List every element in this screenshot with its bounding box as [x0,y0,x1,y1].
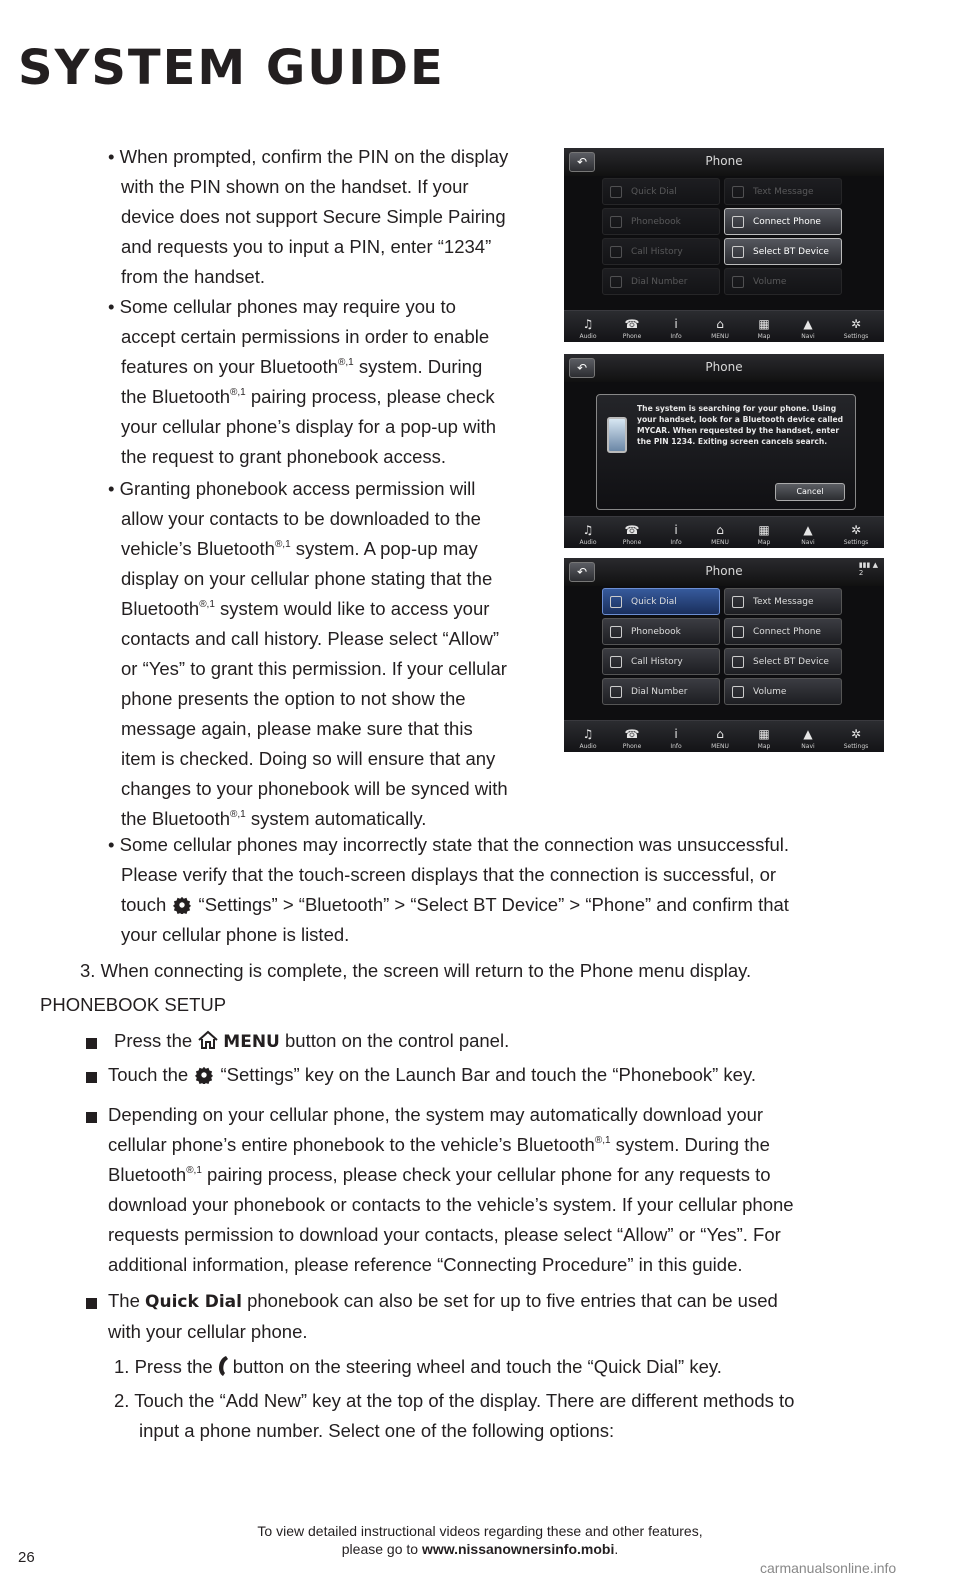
launch-bar [564,720,884,752]
phone-tab[interactable]: ☎ Phone [612,315,652,340]
section-heading: PHONEBOOK SETUP [40,994,227,1015]
text-line: message again, please make sure that this [121,718,473,739]
dial-number-button[interactable]: Dial Number [602,268,720,295]
phone-menu-screen-dimmed [564,148,884,342]
launch-bar [564,516,884,548]
text-line: download your phonebook or contacts to the vehicle’s system. If your cellular phone [108,1194,794,1215]
text-line: allow your contacts to be downloaded to the [121,508,481,529]
signal-status-icon: ▮▮▮ ▲ 2 [858,561,878,577]
music-icon: ♫ [582,523,594,537]
quick-dial-button[interactable]: Quick Dial [602,178,720,205]
audio-tab[interactable]: ♫ Audio [568,315,608,340]
info-tab[interactable]: i Info [656,521,696,546]
music-icon: ♫ [582,317,594,331]
map-icon: ▦ [758,727,770,741]
text-line: • Granting phonebook access permission will [108,478,476,499]
text-line: with your cellular phone. [108,1321,308,1342]
back-button[interactable]: ↶ [569,562,595,582]
map-tab[interactable]: ▦ Map [744,725,784,750]
square-bullet [86,1072,97,1083]
text-line: the request to grant phonebook access. [121,446,446,467]
footer-link[interactable]: www.nissanownersinfo.mobi [421,1541,615,1557]
select-bt-device-button[interactable]: Select BT Device [724,648,842,675]
text-line: input a phone number. Select one of the following options: [139,1420,615,1441]
text-line: features on your Bluetooth$^{®,1}$ system. During [121,356,483,377]
page-number: 26 [18,1549,35,1566]
search-popup [596,394,856,510]
info-tab[interactable]: i Info [656,725,696,750]
map-tab[interactable]: ▦ Map [744,315,784,340]
call-history-button[interactable]: Call History [602,648,720,675]
menu-tab[interactable]: ⌂ MENU [700,725,740,750]
phone-searching-screen [564,354,884,548]
bullet-pin-confirm [108,142,558,292]
text-line: item is checked. Doing so will ensure that any [121,748,496,769]
square-bullet [86,1112,97,1123]
navi-tab[interactable]: ▲ Navi [788,315,828,340]
gear-icon: ✲ [850,727,862,741]
volume-button[interactable]: Volume [724,678,842,705]
phone-tab[interactable]: ☎ Phone [612,521,652,546]
text-line: device does not support Secure Simple Pairing [121,206,506,227]
text-line: • Some cellular phones may require you to [108,296,456,317]
phone-icon: ☎ [624,727,640,741]
settings-tab[interactable]: ✲ Settings [836,521,876,546]
map-icon: ▦ [758,523,770,537]
text-line: your cellular phone is listed. [121,924,350,945]
volume-button[interactable]: Volume [724,268,842,295]
step-1-press-phone: 1. Press the button on the steering wheel and touch the “Quick Dial” key. [114,1356,722,1377]
text-line: accept certain permissions in order to enable [121,326,490,347]
home-icon [197,1030,219,1050]
text-line: Bluetooth$^{®,1}$ pairing process, please check your cellular phone for any requests to [108,1164,771,1185]
text-line: phone presents the option to not show the [121,688,466,709]
text-line: • Some cellular phones may incorrectly state that the connection was unsuccessful. [108,834,790,855]
square-bullet [86,1038,97,1049]
home-icon: ⌂ [716,727,724,741]
text-line: the Bluetooth$^{®,1}$ system automatically. [121,808,427,829]
text-message-button[interactable]: Text Message [724,588,842,615]
navi-tab[interactable]: ▲ Navi [788,725,828,750]
square-bullet [86,1298,97,1309]
map-icon: ▦ [758,317,770,331]
connect-phone-button[interactable]: Connect Phone [724,208,842,235]
text-line: additional information, please reference “Connecting Procedure” in this guide. [108,1254,743,1275]
audio-tab[interactable]: ♫ Audio [568,521,608,546]
text-line: Depending on your cellular phone, the system may automatically download your [108,1104,764,1125]
phone-icon: ☎ [624,523,640,537]
step-quick-dial [108,1286,898,1347]
gear-icon: ✲ [850,317,862,331]
footer-line-1: To view detailed instructional videos regarding these and other features, [257,1523,703,1539]
footer-line-2: please go to www.nissanownersinfo.mobi. [341,1541,619,1557]
screen-title: Phone [705,360,743,374]
menu-tab[interactable]: ⌂ MENU [700,315,740,340]
settings-tab[interactable]: ✲ Settings [836,315,876,340]
bullet-connection-unsuccessful [108,830,908,950]
text-line: and requests you to input a PIN, enter “1234” [121,236,492,257]
home-icon: ⌂ [716,523,724,537]
phone-icon: ☎ [624,317,640,331]
connect-phone-button[interactable]: Connect Phone [724,618,842,645]
screen-title: Phone [705,154,743,168]
text-line: 2. Touch the “Add New” key at the top of the display. There are different methods to [114,1390,795,1411]
text-line: The Quick Dial phonebook can also be set for up to five entries that can be used [108,1290,778,1312]
text-line: changes to your phonebook will be synced with [121,778,508,799]
step-press-menu: Press the MENU button on the control panel. [114,1030,510,1052]
text-line: Bluetooth$^{®,1}$ system would like to access your [121,598,490,619]
info-icon: i [674,523,678,537]
text-line: cellular phone’s entire phonebook to the vehicle’s Bluetooth$^{®,1}$ system. During the [108,1134,770,1155]
cancel-button[interactable]: Cancel [775,483,845,501]
step-auto-download [108,1100,898,1280]
bullet-granting-access [108,474,558,834]
watermark: carmanualsonline.info [760,1560,897,1576]
text-line: with the PIN shown on the handset. If your [121,176,469,197]
text-message-button[interactable]: Text Message [724,178,842,205]
select-bt-device-button[interactable]: Select BT Device [724,238,842,265]
text-line: requests permission to download your contacts, please select “Allow” or “Yes”. For [108,1224,781,1245]
call-history-button[interactable]: Call History [602,238,720,265]
step-3: 3. When connecting is complete, the screen will return to the Phone menu display. [80,960,752,981]
phone-menu-screen-active [564,558,884,752]
map-tab[interactable]: ▦ Map [744,521,784,546]
phone-tab[interactable]: ☎ Phone [612,725,652,750]
step-touch-settings: Touch the “Settings” key on the Launch Bar and touch the “Phonebook” key. [108,1064,756,1085]
text-line: • When prompted, confirm the PIN on the display [108,146,509,167]
navi-icon: ▲ [803,727,813,741]
gear-icon: ✲ [850,523,862,537]
navi-tab[interactable]: ▲ Navi [788,521,828,546]
phonebook-button[interactable]: Phonebook [602,618,720,645]
info-tab[interactable]: i Info [656,315,696,340]
back-button[interactable]: ↶ [569,358,595,378]
smartphone-icon [607,417,627,453]
music-icon: ♫ [582,727,594,741]
text-line: or “Yes” to grant this permission. If your cellular [121,658,507,679]
info-icon: i [674,727,678,741]
gear-icon [173,896,191,914]
text-line: vehicle’s Bluetooth$^{®,1}$ system. A pop-up may [121,538,478,559]
popup-message: The system is searching for your phone. Using your handset, look for a Bluetooth device called MYCAR. When requested by the handset, enter the PIN 1234. Exiting screen cancels search. [637,404,844,446]
gear-icon [195,1066,213,1084]
screen-title: Phone [705,564,743,578]
home-icon: ⌂ [716,317,724,331]
back-button[interactable]: ↶ [569,152,595,172]
text-line: the Bluetooth$^{®,1}$ pairing process, please check [121,386,495,407]
audio-tab[interactable]: ♫ Audio [568,725,608,750]
text-line: contacts and call history. Please select “Allow” [121,628,500,649]
text-line: from the handset. [121,266,265,287]
launch-bar [564,310,884,342]
text-line: touch “Settings” > “Bluetooth” > “Select BT Device” > “Phone” and confirm that [121,894,789,915]
bullet-permissions [108,292,558,472]
navi-icon: ▲ [803,317,813,331]
info-icon: i [674,317,678,331]
settings-tab[interactable]: ✲ Settings [836,725,876,750]
step-2-add-new [114,1386,904,1446]
text-line: Please verify that the touch-screen displays that the connection is successful, or [121,864,777,885]
phone-icon [217,1355,229,1377]
phonebook-button[interactable]: Phonebook [602,208,720,235]
dial-number-button[interactable]: Dial Number [602,678,720,705]
menu-tab[interactable]: ⌂ MENU [700,521,740,546]
quick-dial-button[interactable]: Quick Dial [602,588,720,615]
text-line: display on your cellular phone stating that the [121,568,493,589]
text-line: your cellular phone’s display for a pop-up with [121,416,497,437]
navi-icon: ▲ [803,523,813,537]
page-title: SYSTEM GUIDE [18,40,445,96]
